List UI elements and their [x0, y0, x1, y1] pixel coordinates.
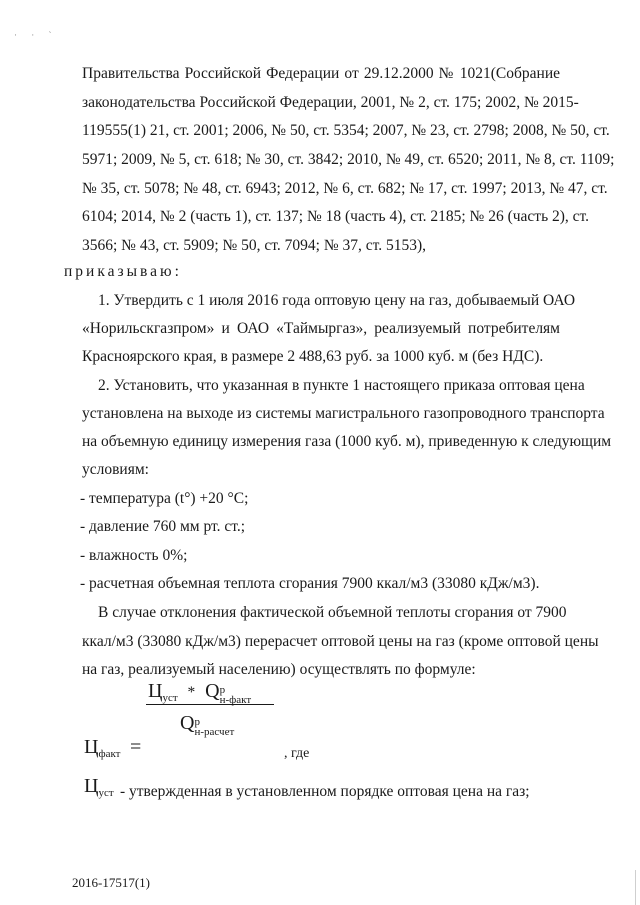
text-line: законодательства Российской Федерации, 2001, № 2, ст. 175; 2002, № 2015- [82, 94, 579, 111]
text-line: № 35, ст. 5078; № 48, ст. 6943; 2012, № 6, ст. 682; № 17, ст. 1997; 2013, № 47, ст. [82, 180, 608, 197]
text-line: 119555(1) 21, ст. 2001; 2006, № 50, ст. 5354; 2007, № 23, ст. 2798; 2008, № 50, ст. [82, 122, 610, 139]
item-2-line: установлена на выходе из системы магистрального газопроводного транспорта [82, 405, 605, 422]
formula-equals: = [130, 736, 142, 758]
order-word: приказываю: [64, 263, 182, 280]
condition-item: - давление 760 мм рт. ст.; [80, 518, 246, 535]
item-2-line: 2. Установить, что указанная в пункте 1 настоящего приказа оптовая цена [98, 377, 585, 394]
formula-where: , где [284, 746, 310, 761]
condition-item: - расчетная объемная теплота сгорания 7900 ккал/м3 (33080 кДж/м3). [80, 575, 540, 592]
formula-denominator: Qр н-расчет [180, 712, 235, 738]
formula-numerator: $Ц_{уст}$ * Qр н-факт [148, 680, 252, 706]
deviation-line: ккал/м3 (33080 кДж/м3) перерасчет оптовой цены на газ (кроме оптовой цены [82, 633, 599, 650]
item-2-line: на объемную единицу измерения газа (1000 куб. м), приведенную к следующим [82, 433, 612, 450]
item-1-line: «Норильскгазпром» и ОАО «Таймыргаз», реализуемый потребителям [82, 320, 560, 337]
definition-text: - утвержденная в установленном порядке оптовая цена на газ; [120, 783, 530, 800]
item-1-line: 1. Утвердить с 1 июля 2016 года оптовую цену на газ, добываемый ОАО [98, 292, 576, 309]
item-2-line: условиям: [82, 461, 149, 478]
scan-marks: · · ` [14, 30, 58, 40]
text-line: 5971; 2009, № 5, ст. 618; № 30, ст. 3842; 2010, № 49, ст. 6520; 2011, № 8, ст. 1109; [82, 151, 615, 168]
condition-item: - температура (t°) +20 °С; [80, 490, 249, 507]
document-code: 2016-17517(1) [72, 875, 150, 890]
text-line: 3566; № 43, ст. 5909; № 50, ст. 7094; № 37, ст. 5153), [82, 237, 427, 254]
definition-symbol: $Ц_{уст}$ [84, 775, 114, 799]
deviation-line: В случае отклонения фактической объемной теплоты сгорания от 7900 [98, 604, 567, 621]
item-1-line: Красноярского края, в размере 2 488,63 руб. за 1000 куб. м (без НДС). [82, 348, 544, 365]
fraction-bar [146, 704, 274, 705]
condition-item: - влажность 0%; [80, 547, 188, 564]
scan-edge [635, 870, 636, 905]
formula-lhs: $Ц_{факт}$ [84, 736, 121, 760]
text-line: 6104; 2014, № 2 (часть 1), ст. 137; № 18 (часть 4), ст. 2185; № 26 (часть 2), ст. [82, 208, 590, 225]
deviation-line: на газ, реализуемый населению) осуществлять по формуле: [82, 661, 476, 678]
text-line: Правительства Российской Федерации от 29.12.2000 № 1021(Собрание [82, 65, 560, 82]
